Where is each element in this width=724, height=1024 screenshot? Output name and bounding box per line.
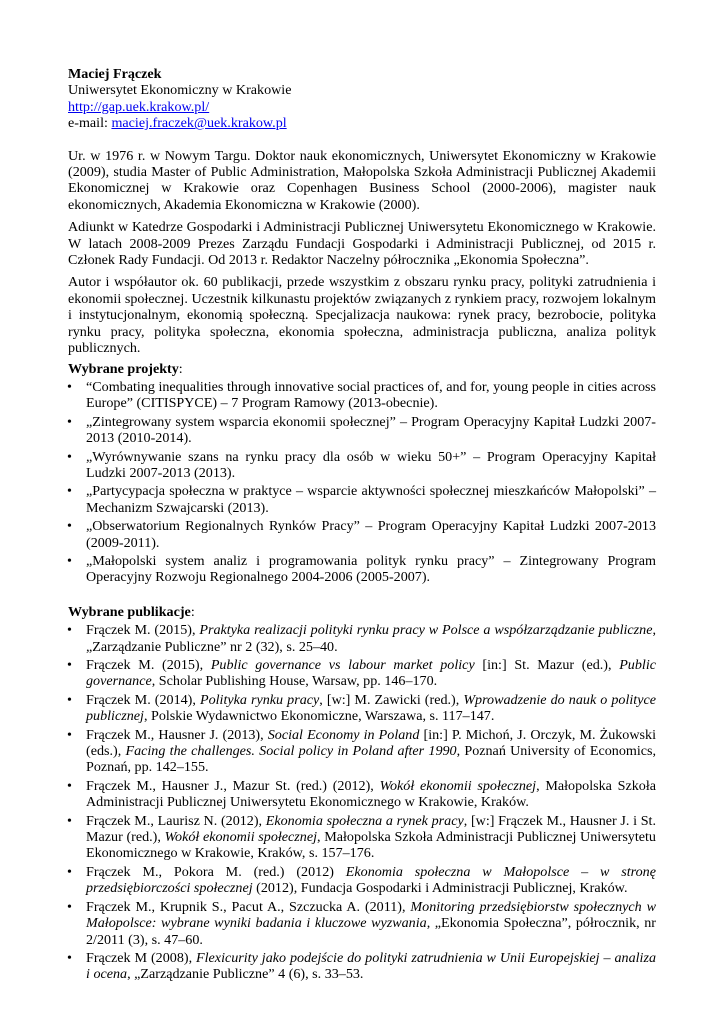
publication-source: , Małopolska Szkoła Administracji Publicznej Uniwersytetu Ekonomicznego w Krakowie, Kraków, s. 157–176. [86, 829, 656, 862]
publication-details: , [w:] Frączek M., Hausner J. i St. Mazur (red.), [86, 812, 656, 846]
bio-paragraph-1: Ur. w 1976 r. w Nowym Targu. Doktor nauk ekonomicznych, Uniwersytet Ekonomiczny w Krakowie (2009), studia Master of Public Administration, Małopolska Szkoła Administracji Publicznej Akademii Ekonomicznej w Krakowie oraz Copenhagen Business School (2000-2006), magister nauk ekonomicznych, Akademia Ekonomiczna w Krakowie (2000). [68, 147, 656, 213]
project-item: • „Wyrównywanie szans na rynku pracy dla osób w wieku 50+” – Program Operacyjny Kapitał Ludzki 2007-2013 (2013). [68, 449, 656, 482]
publication-title: Flexicurity jako podejście do polityki zatrudnienia w Unii Europejskiej – analiza i ocena [86, 949, 656, 983]
publication-item [68, 692, 656, 725]
publications-heading-colon: : [190, 603, 195, 620]
projects-list [68, 379, 656, 586]
publication-book-title: Public governance [86, 657, 656, 690]
project-item: • „Obserwatorium Regionalnych Rynków Pracy” – Program Operacyjny Kapitał Ludzki 2007-2013 (2009-2011). [68, 518, 656, 551]
publication-details: , „Zarządzanie Publiczne” nr 2 (32), s. 25–40. [86, 622, 656, 655]
bio-paragraph-2: Adiunkt w Katedrze Gospodarki i Administracji Publicznej Uniwersytetu Ekonomicznego w Krakowie. W latach 2008-2009 Prezes Zarządu Fundacji Gospodarki i Administracji Publicznej, od 2015 r. Członek Rady Fundacji. Od 2013 r. Redaktor Naczelny półrocznika „Ekonomia Społeczna”. [68, 219, 656, 269]
publication-book-title: Facing the challenges. Social policy in Poland after 1990 [125, 743, 457, 760]
publication-item [68, 813, 656, 862]
document-page [68, 66, 656, 983]
publication-authors: Frączek M., Krupnik S., Pacut A., Szczucka A. (2011), [86, 898, 411, 915]
publication-source: , Poznań University of Economics, Poznań, pp. 142–155. [86, 743, 657, 776]
publication-authors: Frączek M., Pokora M. (red.) (2012) [86, 863, 346, 880]
project-item: • “Combating inequalities through innovative social practices of, and for, young people in cities across Europe” (CITISPYCE) – 7 Program Ramowy (2013-obecnie). [68, 379, 656, 412]
publication-authors: Frączek M., Hausner J. (2013), [86, 726, 268, 743]
publication-title: Ekonomia społeczna a rynek pracy [265, 812, 464, 829]
publication-details: , [w:] M. Zawicki (red.), [319, 691, 464, 708]
projects-heading-colon: : [178, 360, 183, 377]
publication-title: Polityka rynku pracy [199, 691, 320, 708]
publications-list [68, 622, 656, 983]
publication-item [68, 864, 656, 897]
publication-title: Ekonomia społeczna w Małopolsce – w stronę przedsiębiorczości społecznej [86, 863, 656, 897]
project-item: • „Zintegrowany system wsparcia ekonomii społecznej” – Program Operacyjny Kapitał Ludzki 2007-2013 (2010-2014). [68, 414, 656, 447]
projects-heading-text: Wybrane projekty [68, 360, 179, 377]
project-item: • „Małopolski system analiz i programowania polityk rynku pracy” – Zintegrowany Program Operacyjny Rozwoju Regionalnego 2004-2006 (2005-2007). [68, 553, 656, 586]
publications-heading [68, 604, 656, 620]
publication-source: , Polskie Wydawnictwo Ekonomiczne, Warszawa, s. 117–147. [143, 708, 495, 725]
website-link[interactable]: http://gap.uek.krakow.pl/ [68, 98, 210, 115]
affiliation: Uniwersytet Ekonomiczny w Krakowie [68, 82, 292, 99]
publication-authors: Frączek M., Hausner J., Mazur St. (red.) (2012), [86, 777, 380, 794]
publication-source: , Scholar Publishing House, Warsaw, pp. 146–170. [151, 673, 438, 690]
publication-item [68, 657, 656, 690]
publication-authors: Frączek M. (2014), [86, 691, 200, 708]
publication-details: , „Ekonomia Społeczna”, półrocznik, nr 2/2011 (3), s. 47–60. [86, 915, 656, 948]
bio-paragraph-3: Autor i współautor ok. 60 publikacji, przede wszystkim z obszaru rynku pracy, polityki zatrudnienia i ekonomii społecznej. Uczestnik kilkunastu projektów związanych z rynkiem pracy, rozwojem lokalnym i instytucjonalnym, ekonomią społeczną. Specjalizacja naukowa: rynek pracy, bezrobocie, polityka rynku pracy, polityka społeczna, ekonomia społeczna, administracja publiczna, analiza polityk publicznych. [68, 274, 656, 357]
project-item: • „Partycypacja społeczna w praktyce – wsparcie aktywności społecznej mieszkańców Małopolski” – Mechanizm Szwajcarski (2013). [68, 483, 656, 516]
publication-item [68, 727, 656, 776]
publication-title: Public governance vs labour market policy [210, 657, 475, 673]
publication-book-title: Wokół ekonomii społecznej [164, 829, 318, 846]
publication-authors: Frączek M. (2015), [86, 622, 200, 639]
publication-title: Wokół ekonomii społecznej [379, 777, 537, 794]
email-line [68, 115, 656, 131]
projects-heading [68, 361, 656, 377]
author-name: Maciej Frączek [68, 66, 162, 82]
publication-title: Social Economy in Poland [267, 726, 420, 743]
publication-title: Praktyka realizacji polityki rynku pracy w Polsce a współzarządzanie publiczne [199, 622, 653, 639]
publication-authors: Frączek M. (2015), [86, 657, 211, 673]
publication-details: , „Zarządzanie Publiczne” 4 (6), s. 33–53. [127, 966, 364, 983]
publication-details: (2012), Fundacja Gospodarki i Administracji Publicznej, Kraków. [252, 880, 628, 897]
publication-title: Monitoring przedsiębiorstw społecznych w Małopolsce: wybrane wyniki badania i kluczowe wyzwania [86, 898, 657, 932]
publication-details: [in:] St. Mazur (ed.), [474, 657, 620, 673]
header-block [68, 66, 656, 132]
publication-authors: Frączek M (2008), [86, 949, 197, 966]
publication-book-title: Wprowadzenie do nauk o polityce publicznej [86, 691, 656, 725]
publications-heading-text: Wybrane publikacje [68, 603, 191, 620]
publication-item [68, 778, 656, 811]
publication-item [68, 950, 656, 983]
publication-item [68, 622, 656, 655]
publication-details: [in:] P. Michoń, J. Orczyk, M. Żukowski (eds.), [86, 726, 656, 760]
publication-details: , Małopolska Szkoła Administracji Publicznej Uniwersytetu Ekonomicznego w Krakowie, Kraków. [86, 777, 656, 811]
email-label: e-mail: [68, 115, 112, 132]
email-link[interactable]: maciej.fraczek@uek.krakow.pl [111, 115, 287, 132]
publication-item [68, 899, 656, 948]
publication-authors: Frączek M., Laurisz N. (2012), [86, 812, 266, 829]
